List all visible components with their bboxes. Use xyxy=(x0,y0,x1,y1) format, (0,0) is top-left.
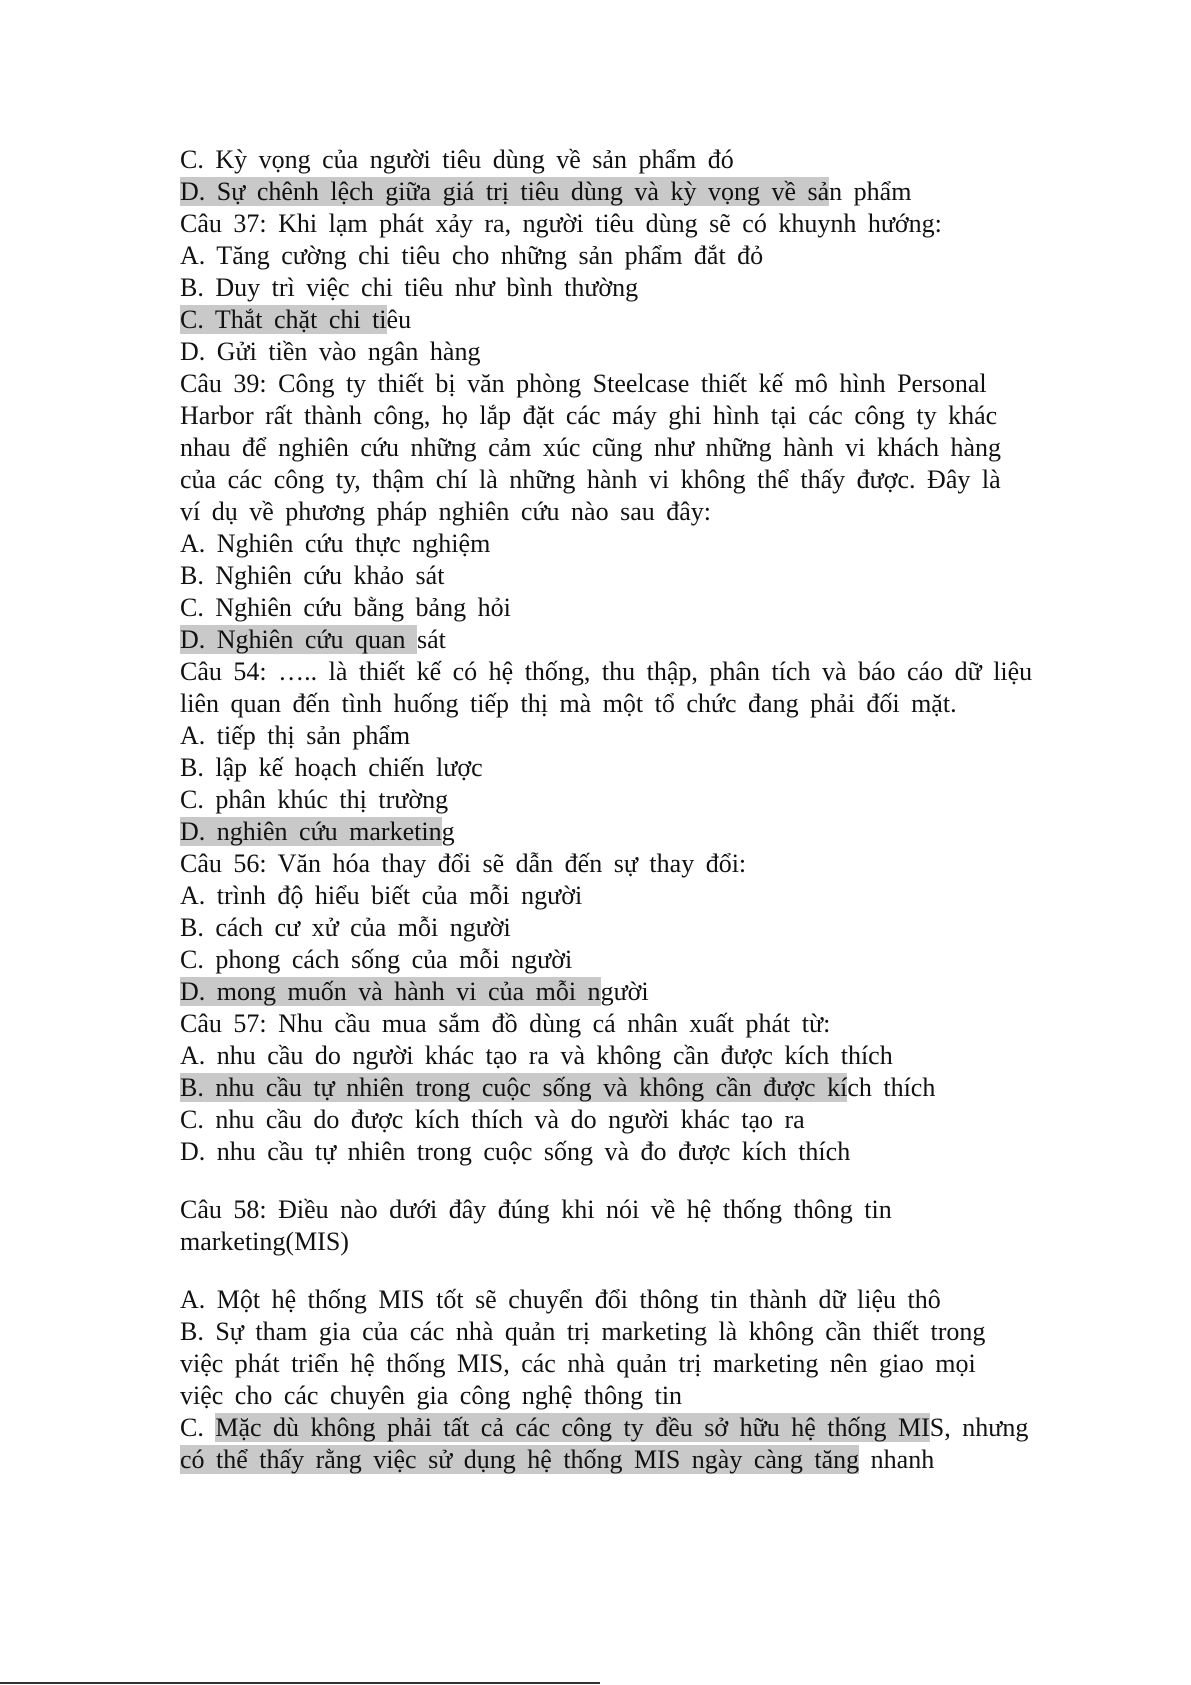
text-line xyxy=(180,144,1140,176)
text-line xyxy=(180,912,1140,944)
line-text: Câu 37: Khi lạm phát xảy ra, người tiêu dùng sẽ có khuynh hướng: xyxy=(180,209,942,238)
line-text: việc cho các chuyên gia công nghệ thông tin xyxy=(180,1381,683,1410)
text-line xyxy=(180,1226,1140,1258)
text-line xyxy=(180,784,1140,816)
highlighted-answer: D. Sự chênh lệch giữa giá trị tiêu dùng và kỳ vọng về sả xyxy=(180,177,830,206)
line-text-tail: sát xyxy=(417,625,446,654)
paragraph-gap xyxy=(180,1168,1140,1194)
text-line xyxy=(180,816,1140,848)
line-text-tail: n phẩm xyxy=(829,177,912,206)
text-line xyxy=(180,528,1140,560)
line-text-tail: g xyxy=(441,817,455,846)
highlighted-answer: D. nghiên cứu marketin xyxy=(180,817,442,846)
document-body xyxy=(180,144,1140,1476)
text-line xyxy=(180,496,1140,528)
line-text: C. xyxy=(180,1413,216,1442)
text-line xyxy=(180,592,1140,624)
text-line xyxy=(180,176,1140,208)
line-text: C. phong cách sống của mỗi người xyxy=(180,945,573,974)
line-text: A. Tăng cường chi tiêu cho những sản phẩm đắt đỏ xyxy=(180,241,764,270)
text-line xyxy=(180,1136,1140,1168)
text-line xyxy=(180,1194,1140,1226)
text-line xyxy=(180,1316,1140,1348)
line-text: A. Nghiên cứu thực nghiệm xyxy=(180,529,491,558)
text-line xyxy=(180,848,1140,880)
paragraph-gap xyxy=(180,1258,1140,1284)
highlighted-answer: D. mong muốn và hành vi của mỗi n xyxy=(180,977,601,1006)
highlighted-answer: B. nhu cầu tự nhiên trong cuộc sống và không cần được kí xyxy=(180,1073,848,1102)
line-text: B. cách cư xử của mỗi người xyxy=(180,913,511,942)
text-line xyxy=(180,208,1140,240)
line-text: D. nhu cầu tự nhiên trong cuộc sống và đo được kích thích xyxy=(180,1137,851,1166)
line-text: A. Một hệ thống MIS tốt sẽ chuyển đổi thông tin thành dữ liệu thô xyxy=(180,1285,941,1314)
text-line xyxy=(180,1040,1140,1072)
line-text: B. Nghiên cứu khảo sát xyxy=(180,561,445,590)
text-line xyxy=(180,624,1140,656)
line-text: B. lập kế hoạch chiến lược xyxy=(180,753,483,782)
line-text: A. nhu cầu do người khác tạo ra và không cần được kích thích xyxy=(180,1041,893,1070)
text-line xyxy=(180,656,1140,688)
line-text-tail: S, nhưng xyxy=(929,1413,1029,1442)
line-text: Câu 54: ….. là thiết kế có hệ thống, thu thập, phân tích và báo cáo dữ liệu xyxy=(180,657,1033,686)
text-line xyxy=(180,1380,1140,1412)
text-line xyxy=(180,368,1140,400)
line-text: Câu 57: Nhu cầu mua sắm đồ dùng cá nhân xuất phát từ: xyxy=(180,1009,831,1038)
text-line xyxy=(180,752,1140,784)
line-text: C. nhu cầu do được kích thích và do người khác tạo ra xyxy=(180,1105,805,1134)
footer-rule xyxy=(0,1682,600,1684)
line-text: B. Duy trì việc chi tiêu như bình thường xyxy=(180,273,639,302)
line-text: A. tiếp thị sản phẩm xyxy=(180,721,411,750)
highlighted-answer: có thể thấy rằng việc sử dụng hệ thống MIS ngày càng tăng xyxy=(180,1445,860,1474)
line-text: B. Sự tham gia của các nhà quản trị marketing là không cần thiết trong xyxy=(180,1317,986,1346)
text-line xyxy=(180,976,1140,1008)
text-line xyxy=(180,880,1140,912)
line-text: Câu 58: Điều nào dưới đây đúng khi nói về hệ thống thông tin xyxy=(180,1195,892,1224)
line-text: nhau để nghiên cứu những cảm xúc cũng như những hành vi khách hàng xyxy=(180,433,1002,462)
line-text: Câu 39: Công ty thiết bị văn phòng Steelcase thiết kế mô hình Personal xyxy=(180,369,987,398)
line-text-tail: ch thích xyxy=(847,1073,936,1102)
text-line xyxy=(180,1104,1140,1136)
line-text-tail: êu xyxy=(386,305,412,334)
text-line xyxy=(180,560,1140,592)
text-line xyxy=(180,720,1140,752)
line-text-tail: gười xyxy=(600,977,649,1006)
text-line xyxy=(180,688,1140,720)
line-text: marketing(MIS) xyxy=(180,1227,349,1256)
line-text: A. trình độ hiểu biết của mỗi người xyxy=(180,881,583,910)
line-text: C. Kỳ vọng của người tiêu dùng về sản phẩm đó xyxy=(180,145,734,174)
line-text: Câu 56: Văn hóa thay đổi sẽ dẫn đến sự thay đổi: xyxy=(180,849,747,878)
line-text-tail: nhanh xyxy=(859,1445,935,1474)
text-line xyxy=(180,944,1140,976)
text-line xyxy=(180,336,1140,368)
text-line xyxy=(180,1008,1140,1040)
text-line xyxy=(180,272,1140,304)
line-text: của các công ty, thậm chí là những hành vi không thể thấy được. Đây là xyxy=(180,465,1001,494)
highlighted-answer: C. Thắt chặt chi ti xyxy=(180,305,387,334)
highlighted-answer: D. Nghiên cứu quan xyxy=(180,625,417,654)
text-line xyxy=(180,1444,1140,1476)
line-text: ví dụ về phương pháp nghiên cứu nào sau đây: xyxy=(180,497,712,526)
text-line xyxy=(180,1072,1140,1104)
text-line xyxy=(180,240,1140,272)
text-line xyxy=(180,400,1140,432)
text-line xyxy=(180,432,1140,464)
text-line xyxy=(180,1284,1140,1316)
line-text: liên quan đến tình huống tiếp thị mà một tổ chức đang phải đối mặt. xyxy=(180,689,957,718)
line-text: việc phát triển hệ thống MIS, các nhà quản trị marketing nên giao mọi xyxy=(180,1349,976,1378)
line-text: Harbor rất thành công, họ lắp đặt các máy ghi hình tại các công ty khác xyxy=(180,401,998,430)
text-line xyxy=(180,304,1140,336)
text-line xyxy=(180,464,1140,496)
line-text: D. Gửi tiền vào ngân hàng xyxy=(180,337,481,366)
text-line xyxy=(180,1348,1140,1380)
line-text: C. Nghiên cứu bằng bảng hỏi xyxy=(180,593,511,622)
highlighted-answer: Mặc dù không phải tất cả các công ty đều sở hữu hệ thống MI xyxy=(215,1413,930,1442)
text-line xyxy=(180,1412,1140,1444)
line-text: C. phân khúc thị trường xyxy=(180,785,449,814)
